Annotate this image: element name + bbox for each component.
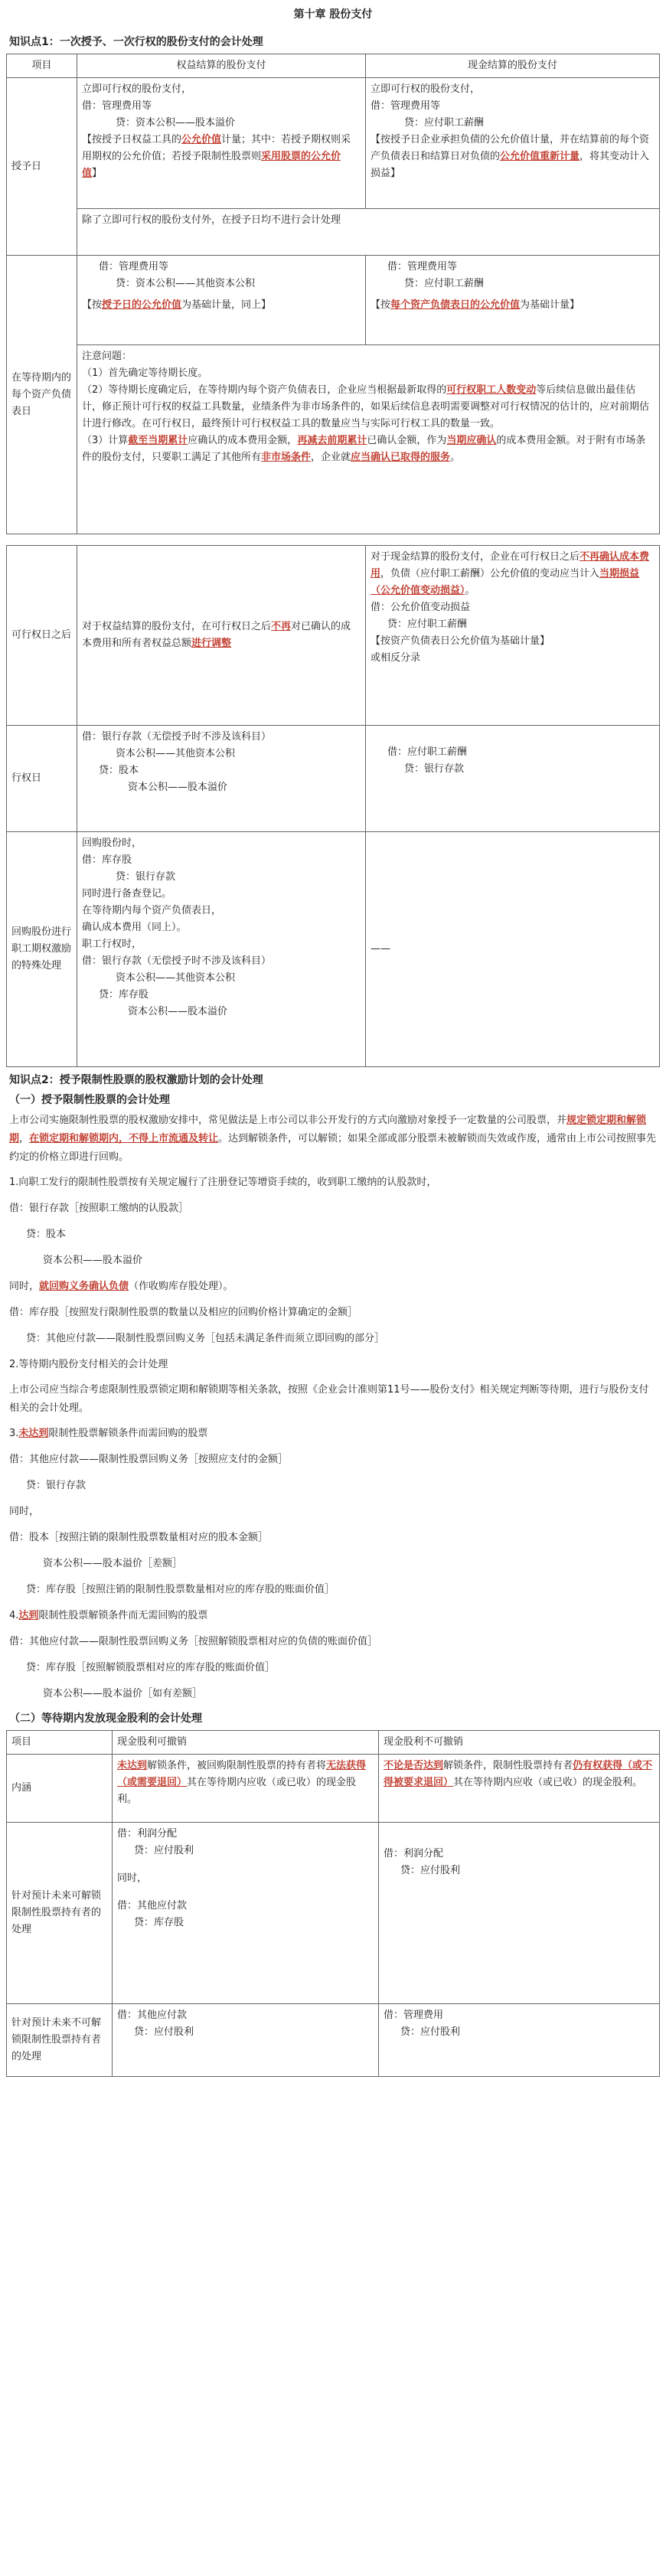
t: 非市场条件	[261, 452, 312, 463]
p1-same	[9, 1277, 657, 1297]
text-line: 借：管理费用	[384, 2010, 444, 2021]
dividend-meaning-revocable	[113, 1755, 379, 1823]
text-line: 贷：资本公积——其他资本公积	[116, 278, 256, 289]
waiting-notes	[77, 345, 660, 534]
t: 其在等待期内应收（或已收）的现金股利。	[453, 1777, 643, 1788]
dividend-table	[6, 1730, 660, 2077]
text-line: 立即可行权的股份支付，	[82, 83, 192, 95]
dividend-row-vest	[7, 1823, 660, 2004]
grant-cash-note	[371, 132, 655, 182]
kp1-table	[6, 54, 660, 534]
text-line: 资本公积——其他资本公积	[116, 972, 236, 984]
text-line: 资本公积——股本溢价	[128, 782, 228, 793]
t: 进行调整	[191, 638, 232, 649]
text-line: 借：管理费用等	[387, 261, 458, 273]
t: 当期损益（公允价值变动损益）	[371, 568, 640, 596]
p1-e1: 借：银行存款［按照职工缴纳的认股款］	[9, 1203, 189, 1214]
t: 达到	[18, 1610, 39, 1621]
t: 限制性股票解锁条件而需回购的股票	[48, 1428, 208, 1439]
text-line: 借：管理费用等	[99, 261, 169, 273]
kp2-sub2: （二）等待期内发放现金股利的会计处理	[9, 1712, 202, 1725]
text-line: 贷：应付职工薪酬	[404, 117, 485, 129]
t: 仍有权获得（或不得被要求退回）	[384, 1760, 653, 1788]
kp2-heading: 知识点2：授予限制性股票的股权激励计划的会计处理	[9, 1074, 263, 1086]
t: 计量；其中：若授予期权则采用期权的公允价值；若授予限制性股票则	[82, 134, 351, 162]
t: 当期应确认	[446, 435, 497, 446]
dividend-col-irrevocable: 现金股利不可撤销	[379, 1731, 660, 1755]
t: 授予日的公允价值	[102, 299, 182, 311]
p4-e3: 资本公积——股本溢价［如有差额］	[43, 1688, 203, 1699]
p3-e3: 借：股本［按照注销的限制性股票数量相对应的股本金额］	[9, 1532, 269, 1543]
waiting-equity-note	[82, 297, 361, 314]
p2: 2.等待期内股份支付相关的会计处理	[9, 1359, 168, 1370]
dividend-col-item: 项目	[7, 1731, 113, 1755]
note-3	[82, 433, 655, 466]
t: 无法获得（或需要退回）	[117, 1760, 367, 1788]
dividend-col-revocable: 现金股利可撤销	[113, 1731, 379, 1755]
after-vest-label: 可行权日之后	[7, 546, 77, 726]
after-vest-equity	[77, 546, 366, 726]
text-line: 贷：应付股利	[400, 1865, 461, 1876]
grant-cash	[366, 78, 660, 209]
p3	[9, 1424, 657, 1444]
t: 不再确认成本费用	[371, 551, 650, 580]
p1-e3: 资本公积——股本溢价	[43, 1255, 143, 1266]
after-vest-row	[7, 546, 660, 726]
text-line: 贷：库存股	[134, 1917, 184, 1928]
p4-e1: 借：其他应付款——限制性股票回购义务［按照解锁股票相对应的负债的账面价值］	[9, 1636, 378, 1647]
text-line: 贷：应付职工薪酬	[404, 278, 485, 289]
text-line: （1）首先确定等待期长度。	[82, 367, 208, 379]
t: 解锁条件，限制性股票持有者	[443, 1760, 573, 1771]
text-line: 在等待期内每个资产负债表日，	[82, 905, 222, 916]
t: 为基础计量】	[520, 299, 580, 311]
grant-row	[7, 78, 660, 209]
dividend-nonvest-revocable	[113, 2004, 379, 2077]
p4	[9, 1606, 657, 1626]
t: ，负债（应付职工薪酬）公允价值的变动应当计入	[380, 568, 600, 580]
text-line: 贷：应付股利	[134, 2026, 194, 2038]
t: 规定锁定期和解锁期	[9, 1115, 647, 1144]
kp2-sub1: （一）授予限制性股票的会计处理	[9, 1094, 170, 1106]
t: 公允价值	[181, 134, 222, 145]
text-line: 贷：应付股利	[134, 1845, 194, 1856]
text-line: 贷：应付股利	[400, 2026, 461, 2038]
t: 已确认金额，作为	[367, 435, 447, 446]
grant-equity	[77, 78, 366, 209]
treasury-equity	[77, 832, 366, 1067]
text-line: 或相反分录	[371, 652, 421, 664]
t: 上市公司实施限制性股票的股权激励安排中，常见做法是上市公司以非公开发行的方式向激励对象授予一定数量的公司股票，并	[9, 1115, 567, 1126]
text-line: 借：利润分配	[117, 1828, 178, 1840]
t: 对已确认的成本费用和所有者权益总额	[82, 621, 351, 649]
p1-e5: 贷：其他应付款——限制性股票回购义务［包括未满足条件而须立即回购的部分］	[26, 1333, 385, 1344]
kp1-col-item: 项目	[7, 54, 77, 78]
t: 应确认的成本费用金额，	[188, 435, 298, 446]
t: 。达到解锁条件，可以解锁；如果全部或部分股票未被解锁而失效或作废，通常由上市公司按照事先约定的价格立即进行回购。	[9, 1133, 657, 1163]
dividend-header-row	[7, 1731, 660, 1755]
text-line: 资本公积——股本溢价	[128, 1006, 228, 1017]
t: 的成本费用金额。对于附有市场条件的股份支付，只要职工满足了其他所有	[82, 435, 646, 463]
treasury-row	[7, 832, 660, 1067]
dividend-vest-revocable	[113, 1823, 379, 2004]
text-line: 确认成本费用（同上）。	[82, 922, 187, 933]
text-line: 同时，	[117, 1872, 148, 1884]
t: ，	[19, 1133, 30, 1144]
t: 对于现金结算的股份支付，企业在可行权日之后	[371, 551, 580, 563]
text-line: 借：公允价值变动损益	[371, 602, 471, 613]
dividend-meaning-irrevocable	[379, 1755, 660, 1823]
text-line: 借：管理费用等	[82, 100, 152, 112]
t: 不再	[271, 621, 292, 632]
text-line: 借：银行存款（无偿授予时不涉及该科目）	[82, 955, 272, 967]
waiting-notes-row	[7, 345, 660, 534]
p1-e2: 贷：股本	[26, 1229, 67, 1240]
waiting-equity	[77, 256, 366, 345]
t: 不论是否达到	[384, 1760, 444, 1771]
t: 。	[450, 452, 461, 463]
p3-e5: 贷：库存股［按照注销的限制性股票数量相对应的库存股的账面价值］	[26, 1584, 335, 1595]
t: 3.	[9, 1428, 19, 1439]
exercise-label: 行权日	[7, 726, 77, 832]
text-line: 贷：股本	[99, 765, 139, 776]
grant-note: 除了立即可行权的股份支付外，在授予日均不进行会计处理	[77, 209, 660, 256]
kp1-header-row	[7, 54, 660, 78]
kp1-heading: 知识点1：一次授予、一次行权的股份支付的会计处理	[9, 36, 263, 48]
t: 【按授予日权益工具的	[82, 134, 182, 145]
t: 4.	[9, 1610, 19, 1621]
p3-same: 同时，	[9, 1506, 40, 1517]
t: 截至当期累计	[128, 435, 188, 446]
exercise-cash	[366, 726, 660, 832]
t: 未达到	[117, 1760, 148, 1771]
t: ，将其变动计入损益】	[371, 151, 650, 179]
text-line: 贷：库存股	[99, 989, 149, 1001]
t: 采用股票的公允价值	[82, 151, 341, 179]
t: 为基础计量，同上】	[181, 299, 272, 311]
text-line: 借：利润分配	[384, 1848, 444, 1859]
text-line: 同时进行备查登记。	[82, 888, 172, 899]
t: 就回购义务确认负债	[39, 1281, 129, 1292]
dividend-row-meaning	[7, 1755, 660, 1823]
dividend-nonvest-label: 针对预计未来不可解锁限制性股票持有者的处理	[7, 2004, 113, 2077]
text-line: 贷：银行存款	[404, 763, 465, 775]
t: 在锁定期和解锁期内，不得上市流通及转让	[29, 1133, 219, 1144]
text-line: 借：其他应付款	[117, 1900, 188, 1912]
exercise-row	[7, 726, 660, 832]
p4-e2: 贷：库存股［按照解锁股票相对应的库存股的账面价值］	[26, 1662, 276, 1673]
text-line: 【按资产负债表日公允价值为基础计量】	[371, 635, 550, 647]
waiting-cash	[366, 256, 660, 345]
chapter-title: 第十章 股份支付	[293, 8, 373, 21]
t: 公允价值重新计量	[500, 151, 580, 162]
text-line: 借：应付职工薪酬	[387, 746, 468, 758]
t: 限制性股票解锁条件而无需回购的股票	[38, 1610, 208, 1621]
t: 再减去前期累计	[297, 435, 367, 446]
text-line: 借：管理费用等	[371, 100, 441, 112]
text-line: 资本公积——其他资本公积	[116, 748, 236, 759]
grant-equity-note	[82, 132, 361, 182]
dividend-vest-irrevocable	[379, 1823, 660, 2004]
text-line: 回购股份时，	[82, 837, 142, 849]
exercise-equity	[77, 726, 366, 832]
t: 同时，	[9, 1281, 40, 1292]
t: （2）等待期长度确定后，在等待期内每个资产负债表日，企业应当根据最新取得的	[82, 384, 447, 396]
t: 解锁条件，被回购限制性股票的持有者将	[147, 1760, 327, 1771]
t: 。	[465, 585, 475, 596]
t: （3）计算	[82, 435, 129, 446]
p3-e2: 贷：银行存款	[26, 1480, 87, 1491]
document	[6, 0, 660, 2077]
text-line: 立即可行权的股份支付，	[371, 83, 481, 95]
t: 等后续信息做出最佳估计，修正预计可行权的权益工具数量，业绩条件为非市场条件的，如果后续信息表明需要调整对可行权情况的估计的，应对前期估计进行修改。在可行权日，最终预计可行权权益工具的数量应当与实际可行权工具的数量一致。	[82, 384, 650, 429]
text-line: 贷：银行存款	[116, 871, 176, 883]
t: 【按	[371, 299, 391, 311]
kp2-intro	[9, 1112, 657, 1167]
t: 】	[92, 168, 103, 179]
t: 可行权职工人数变动	[446, 384, 537, 396]
dividend-nonvest-irrevocable	[379, 2004, 660, 2077]
note-2	[82, 382, 655, 433]
text-line: 职工行权时，	[82, 939, 142, 950]
waiting-cash-note	[371, 297, 655, 314]
grant-note-row	[7, 209, 660, 256]
after-vest-cash-text	[371, 549, 655, 599]
kp1-col-equity: 权益结算的股份支付	[77, 54, 366, 78]
t: 应当确认已取得的服务	[351, 452, 451, 463]
t: ，企业就	[311, 452, 351, 463]
text-line: 借：银行存款（无偿授予时不涉及该科目）	[82, 731, 272, 743]
text-line: 借：其他应付款	[117, 2010, 188, 2021]
text-line: 贷：资本公积——股本溢价	[116, 117, 236, 129]
waiting-row	[7, 256, 660, 345]
p3-e1: 借：其他应付款——限制性股票回购义务［按照应支付的金额］	[9, 1454, 289, 1465]
t: 对于权益结算的股份支付，在可行权日之后	[82, 621, 272, 632]
p1: 1.向职工发行的限制性股票按有关规定履行了注册登记等增资手续的，收到职工缴纳的认股款时，	[9, 1177, 437, 1188]
text-line: 借：库存股	[82, 854, 132, 866]
dividend-vest-label: 针对预计未来可解锁限制性股票持有者的处理	[7, 1823, 113, 2004]
dividend-row-nonvest	[7, 2004, 660, 2077]
text-line: 贷：应付职工薪酬	[387, 619, 468, 630]
p1-e4: 借：库存股［按照发行限制性股票的数量以及相应的回购价格计算确定的金额］	[9, 1307, 358, 1318]
after-vest-cash	[366, 546, 660, 726]
text-line: 注意问题：	[82, 351, 132, 362]
waiting-label: 在等待期内的每个资产负债表日	[7, 256, 77, 534]
grant-label: 授予日	[7, 78, 77, 256]
treasury-cash: ——	[366, 832, 660, 1067]
dividend-meaning-label: 内涵	[7, 1755, 113, 1823]
t: 【按授予日企业承担负债的公允价值计量，并在结算前的每个资产负债表日和结算日对负债的	[371, 134, 650, 162]
kp1-col-cash: 现金结算的股份支付	[366, 54, 660, 78]
treasury-label: 回购股份进行职工期权激励的特殊处理	[7, 832, 77, 1067]
t: 每个资产负债表日的公允价值	[390, 299, 521, 311]
t: （作收购库存股处理）。	[129, 1281, 233, 1292]
p3-e4: 资本公积——股本溢价［差额］	[43, 1558, 183, 1569]
kp1-table-continued	[6, 545, 660, 1067]
t: 未达到	[18, 1428, 49, 1439]
p2-text: 上市公司应当综合考虑限制性股票锁定期和解锁期等相关条款，按照《企业会计准则第11号——股份支付》相关规定判断等待期，进行与股份支付相关的会计处理。	[9, 1384, 649, 1414]
t: 【按	[82, 299, 103, 311]
t: 其在等待期内应收（或已收）的现金股利。	[117, 1777, 357, 1805]
